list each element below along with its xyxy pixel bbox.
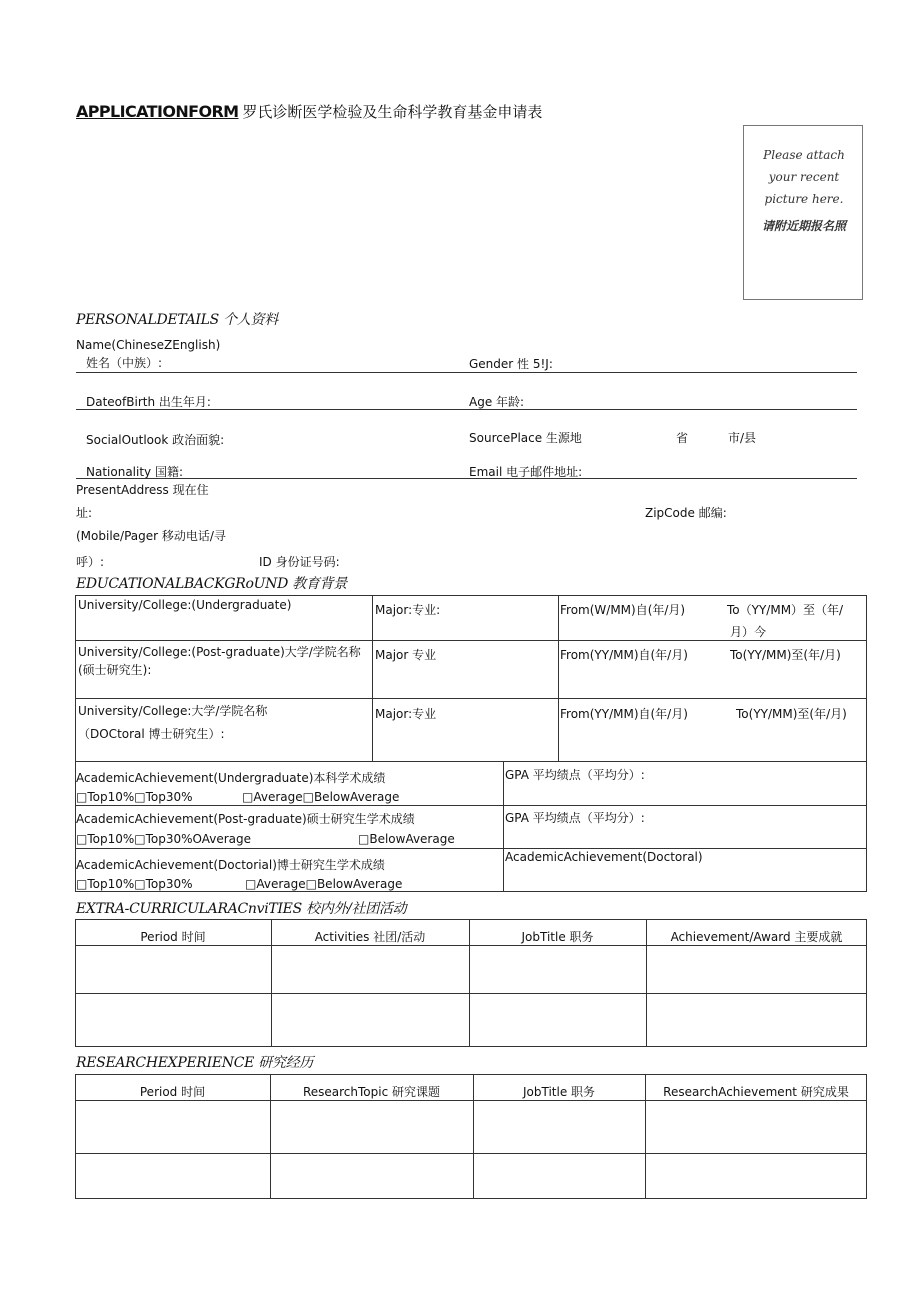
edu-postgrad-from[interactable]: From(YY/MM)自(年/月) — [560, 648, 688, 662]
edu-row-divider — [75, 848, 867, 849]
edu-doctoral-major[interactable]: Major:专业 — [375, 707, 437, 721]
email-label: Email 电子邮件地址: — [469, 465, 583, 479]
section-extracurricular: EXTRA-CURRICULARACnviTIES 校内外/社团活动 — [76, 901, 407, 917]
research-header-period: Period 时间 — [139, 1085, 206, 1099]
achievement-postgrad-options-b[interactable]: □BelowAverage — [358, 832, 455, 846]
name-gender-field-line[interactable] — [76, 372, 857, 373]
achievement-postgrad-options-a[interactable]: □Top10%□Top30%OAverage — [76, 832, 252, 846]
name-label: Name(ChineseZEnglish) — [76, 338, 221, 352]
research-header-achievement: ResearchAchievement 研究成果 — [663, 1085, 849, 1099]
edu-postgrad-university-cont: (硕士研究生): — [78, 663, 152, 677]
mobile-label-cont: 呼）: — [76, 555, 105, 569]
achievement-postgrad-label: AcademicAchievement(Post-graduate)硕士研究生学术成绩 — [76, 812, 415, 826]
social-outlook-label: SocialOutlook 政治面貌: — [86, 433, 225, 447]
dob-age-field-line[interactable] — [76, 409, 857, 410]
edu-undergrad-to[interactable]: To（YY/MM）至（年/ — [727, 603, 844, 617]
extra-header-period: Period 时间 — [140, 930, 206, 944]
edu-col-divider — [372, 595, 373, 761]
gpa-undergrad-label[interactable]: GPA 平均绩点（平均分）: — [505, 768, 645, 782]
form-title-en: APPLICATIONFORM — [76, 102, 239, 121]
source-place-label: SourcePlace 生源地 — [469, 431, 582, 445]
research-header-divider — [75, 1100, 867, 1101]
zipcode-label: ZipCode 邮编: — [645, 506, 727, 520]
form-title-cn: 罗氏诊断医学检验及生命科学教育基金申请表 — [242, 103, 543, 121]
achievement-doctoral-options-b[interactable]: □Average□BelowAverage — [245, 877, 403, 891]
extra-header-achievement: Achievement/Award 主要成就 — [670, 930, 843, 944]
extra-header-divider — [75, 945, 867, 946]
photo-line-3: picture here. — [764, 192, 844, 206]
form-title — [76, 101, 542, 122]
edu-doctoral-university-cont: （DOCtoral 博士研究生）: — [78, 727, 225, 741]
edu-undergrad-to-cont: 月）今 — [730, 625, 767, 639]
edu-row-divider — [75, 761, 867, 762]
gpa-postgrad-label[interactable]: GPA 平均绩点（平均分）: — [505, 811, 645, 825]
section-education: EDUCATIONALBACKGRoUND 教育背景 — [76, 576, 347, 592]
edu-undergrad-university[interactable]: University/College:(Undergraduate) — [78, 598, 292, 612]
section-personal-details: PERSONALDETAILS 个人资料 — [76, 312, 278, 328]
edu-postgrad-major[interactable]: Major 专业 — [375, 648, 437, 662]
edu-postgrad-university[interactable]: University/College:(Post-graduate)大学/学院名称 — [78, 645, 361, 659]
dob-label: DateofBirth 出生年月: — [86, 395, 211, 409]
section-research: RESEARCHEXPERIENCE 研究经历 — [76, 1055, 313, 1071]
achievement-undergrad-options-b[interactable]: □Average□BelowAverage — [242, 790, 400, 804]
address-label-cont: 址: — [76, 506, 93, 520]
city-label: 市/县 — [728, 431, 757, 445]
achievement-doctoral-right[interactable]: AcademicAchievement(Doctoral) — [505, 850, 703, 864]
edu-doctoral-university[interactable]: University/College:大学/学院名称 — [78, 704, 268, 718]
edu-col-divider — [558, 595, 559, 761]
edu-row-divider — [75, 805, 867, 806]
extra-row-divider — [75, 993, 867, 994]
nationality-email-field-line[interactable] — [76, 478, 857, 479]
address-label: PresentAddress 现在住 — [76, 483, 209, 497]
edu-postgrad-to[interactable]: To(YY/MM)至(年/月) — [730, 648, 841, 662]
edu-row-divider — [75, 698, 867, 699]
photo-line-1: Please attach — [763, 148, 845, 162]
province-label: 省 — [676, 431, 689, 445]
extra-header-jobtitle: JobTitle 职务 — [521, 930, 594, 944]
research-row-divider — [75, 1153, 867, 1154]
extra-header-activities: Activities 社团/活动 — [314, 930, 426, 944]
id-number-label: ID 身份证号码: — [259, 555, 340, 569]
edu-doctoral-from[interactable]: From(YY/MM)自(年/月) — [560, 707, 688, 721]
nationality-label: Nationality 国籍: — [86, 465, 184, 479]
edu-undergrad-major[interactable]: Major:专业: — [375, 603, 441, 617]
mobile-label: (Mobile/Pager 移动电话/寻 — [76, 529, 226, 543]
edu-undergrad-from[interactable]: From(W/MM)自(年/月) — [560, 603, 686, 617]
research-header-jobtitle: JobTitle 职务 — [522, 1085, 596, 1099]
achievement-undergrad-options-a[interactable]: □Top10%□Top30% — [76, 790, 193, 804]
achievement-doctoral-options-a[interactable]: □Top10%□Top30% — [76, 877, 193, 891]
achievement-doctoral-label: AcademicAchievement(Doctorial)博士研究生学术成绩 — [76, 858, 385, 872]
achievement-undergrad-label: AcademicAchievement(Undergraduate)本科学术成绩 — [76, 771, 386, 785]
edu-col-divider — [503, 761, 504, 892]
gender-label: Gender 性 5!J: — [469, 357, 553, 371]
photo-line-2: your recent — [768, 170, 840, 184]
name-cn-label: 姓名（中族）: — [86, 356, 163, 370]
research-header-topic: ResearchTopic 研究课题 — [302, 1085, 441, 1099]
edu-row-divider — [75, 640, 867, 641]
age-label: Age 年龄: — [469, 395, 525, 409]
photo-placeholder[interactable] — [743, 125, 863, 300]
edu-doctoral-to[interactable]: To(YY/MM)至(年/月) — [736, 707, 847, 721]
photo-line-cn: 请附近期报名照 — [761, 219, 846, 233]
